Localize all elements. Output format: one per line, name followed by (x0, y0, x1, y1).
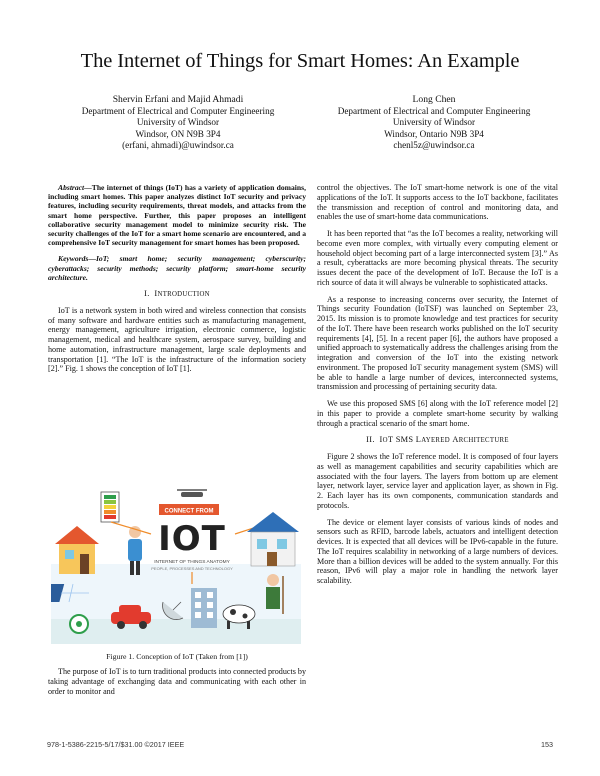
abstract (48, 183, 306, 247)
figure-caption: Figure 1. Conception of IoT (Taken from [1]) (106, 652, 248, 661)
abstract-label: Abstract (58, 183, 85, 192)
section-number: I. (144, 289, 150, 299)
section-title-part: AYERED (421, 437, 450, 445)
keywords-text: —IoT; smart home; security management; cyberscurity; cyberattacks; security methods; security platform; smart-home security architecture. (48, 254, 306, 282)
section-title-initial: I (154, 289, 158, 299)
author-university: University of Windsor (392, 117, 476, 128)
section-heading-introduction (48, 289, 306, 300)
left-column (48, 183, 306, 381)
purpose-paragraph: The purpose of IoT is to turn traditional products into connected products by taking advantage of exchanging data and communicating with each other in order to monitor and (48, 667, 307, 696)
intro-paragraph: IoT is a network system in both wired and wireless connection that consists of many software and hardware entities such as manufacturing management, energy management, agriculture irrigation, electronic commerce, logistic management, medical and healthcare system, aerospace survey, building and home automation, infrastructure management, large scale deployments and transportation [1]. “The IoT is the infrastructure of the information society [2].” Fig. 1 shows the conception of IoT [1]. (48, 305, 306, 374)
section-title-part: A (452, 435, 459, 445)
section-title-part: T (387, 435, 394, 445)
keywords-label: Keywords (58, 254, 89, 264)
paragraph: It has been reported that “as the IoT becomes a reality, networking will become even more complex, with virtually every computing element or household object becoming part of a large interconnected system [3].” As a result, cyberattacks are more becoming physical threats. The security issues decent the pace of the development of IoT. Because the IoT is a rich source of data it will always be vulnerable to sophisticated attacks. (317, 229, 558, 287)
section-title-part: SMS (395, 435, 414, 445)
paragraph: We use this proposed SMS [6] along with the IoT reference model [2] in this paper to provide a complete smart-home security by walking through a practical scenario of the smart home. (317, 399, 558, 428)
banner-text: CONNECT FROM (164, 508, 214, 515)
author-names: Shervin Erfani and Majid Ahmadi (112, 94, 244, 105)
energy-meter-icon (101, 492, 119, 522)
thermostat-icon (70, 615, 88, 633)
right-column (317, 183, 558, 593)
iot-logo-text: IOT (158, 519, 226, 559)
author-block-right (318, 94, 550, 152)
iot-subtitle-2: PEOPLE, PROCESSES AND TECHNOLOGY (151, 566, 233, 571)
section-title-rest: NTRODUCTION (157, 291, 210, 299)
copyright-footer: 978-1-5386-2215-5/17/$31.00 ©2017 IEEE (47, 740, 185, 749)
paragraph: Figure 2 shows the IoT reference model. It is composed of four layers as well as management capabilities and security capabilities which are associated with the four layers. The layers from bottom up are element layer, network layer, service layer and application layer, as shown in Fig. 2. Each layer has its own components, communication standards and protocols. (317, 452, 558, 510)
section-title-part: O (382, 437, 388, 445)
section-heading-architecture (317, 435, 558, 446)
paragraph: control the objectives. The IoT smart-home network is one of the vital applications of the IoT. It supports access to the IoT backbone, facilitates the transmission and reception of control and monitoring data, and enables the use of smart-home data communications. (317, 183, 558, 222)
author-university: University of Windsor (136, 117, 220, 128)
author-department: Department of Electrical and Computer Engineering (81, 105, 275, 116)
author-city: Windsor, Ontario N9B 3P4 (384, 128, 484, 139)
author-email: (erfani, ahmadi)@uwindsor.ca (122, 140, 234, 151)
section-number: II. (366, 435, 375, 445)
author-email: chenl5z@uwindsor.ca (393, 140, 475, 151)
author-names: Long Chen (412, 94, 456, 105)
author-city: Windsor, ON N9B 3P4 (135, 128, 221, 139)
building-icon (191, 588, 217, 628)
paragraph: As a response to increasing concerns over security, the Internet of Things security Foundation (IoTSF) was launched on September 23, 2015. Its mission is to promote knowledge and test practices for security of the IoT. There have been research works published on the IoT security requirements [4], [5]. In a recent paper [6], the authors have proposed a unified approach to systematically address the challenges arising from the integration and conversion of the IoT into the existing network environment. The proposed IoT security management system (SMS) will be able to handle a large number of devices, interconnected systems, transmission and processing of pertaining security data. (317, 294, 558, 392)
abstract-text: —The internet of things (IoT) has a variety of application domains, including smart homes. This paper analyzes distinct IoT security and privacy features, including security requirements, threat models, and attacks from the smart home perspective. Further, this paper proposes an intelligent collaborative security management model to minimize security risk. The security challenges of the IoT for a smart home scenario are encountered, and a comprehensive IoT security management for smart homes has been proposed. (48, 183, 306, 248)
keywords (48, 254, 306, 282)
paper-title: The Internet of Things for Smart Homes: An Example (80, 50, 520, 72)
left-column-bottom (48, 667, 306, 703)
section-title-part: I (379, 435, 383, 445)
section-title-part: L (415, 435, 422, 445)
paragraph: The device or element layer consists of various kinds of nodes and sensors such as RFID, barcode labels, actuators and intelligent detection devices. It is expected that all devices will be IPv6-capable in the future. The IoT requires scalability in networking of a large numbers of devices. More than a billion devices will be added to the system annually. For this reason, IPv6 will play a major role in handling the network layer scalability. (317, 517, 558, 585)
section-title-part: RCHITECTURE (458, 437, 509, 445)
figure-iot-conception (51, 484, 301, 644)
author-block-left (62, 94, 294, 152)
author-department: Department of Electrical and Computer Engineering (337, 105, 531, 116)
iot-subtitle: INTERNET OF THINGS ANATOMY (154, 560, 230, 565)
page-number: 153 (541, 740, 553, 749)
